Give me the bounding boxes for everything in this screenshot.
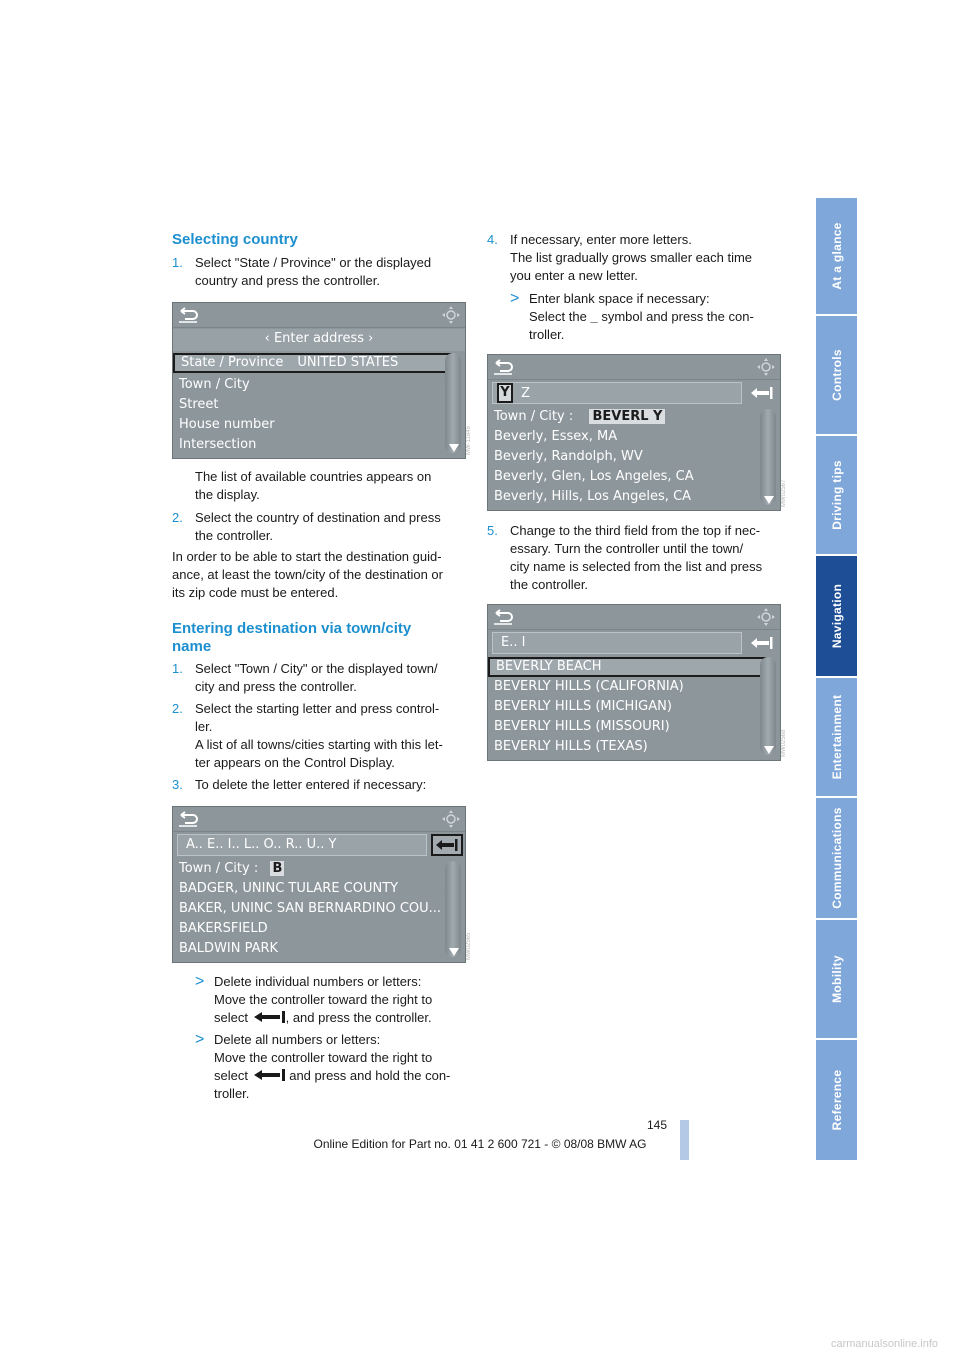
- scroll-down-icon: [764, 746, 774, 754]
- blank-space-symbol: _: [590, 309, 598, 324]
- scrollbar[interactable]: [445, 353, 461, 453]
- delete-arrow-icon: [436, 839, 458, 851]
- step-4: 4. If necessary, enter more letters. The list gradually grows smaller each time you enter a new letter.: [487, 232, 753, 283]
- scrollbar[interactable]: [760, 657, 776, 755]
- list-item-state-province[interactable]: State / Province UNITED STATES: [173, 353, 453, 373]
- list-item[interactable]: Beverly, Hills, Los Angeles, CA: [494, 489, 692, 504]
- delete-arrow-icon: [252, 1011, 286, 1023]
- tab-communications[interactable]: Communications: [816, 798, 857, 918]
- screen-town-city-beverl: [487, 354, 781, 511]
- bullet-blank-space: > Enter blank space if necessary: Select the _ symbol and press the con- troller.: [510, 290, 754, 342]
- list-item[interactable]: BEVERLY HILLS (MISSOURI): [494, 719, 670, 734]
- list-item[interactable]: Beverly, Essex, MA: [494, 429, 618, 444]
- scroll-down-icon: [449, 444, 459, 452]
- letter-selection-field[interactable]: Y Z: [492, 382, 742, 404]
- back-arrow-icon: [177, 306, 199, 324]
- page-number: 145: [647, 1118, 668, 1132]
- delete-button[interactable]: [746, 632, 778, 654]
- entered-text: BEVERL Y: [589, 409, 665, 424]
- delete-button[interactable]: [746, 382, 778, 404]
- bullet-delete-individual: > Delete individual numbers or letters: Move the controller toward the right to select , and press the controller.: [195, 973, 433, 1025]
- tab-reference[interactable]: Reference: [816, 1040, 857, 1160]
- tab-controls[interactable]: Controls: [816, 316, 857, 434]
- list-item-town-city[interactable]: Town / City: [179, 377, 250, 392]
- step-town-2: 2. Select the starting letter and press control- ler. A list of all towns/cities starting with this let- ter appears on the Control Display.: [172, 701, 443, 770]
- controller-direction-icon: [441, 305, 461, 325]
- list-item[interactable]: BEVERLY HILLS (CALIFORNIA): [494, 679, 684, 694]
- list-item[interactable]: BAKER, UNINC SAN BERNARDINO COU...: [179, 901, 442, 916]
- delete-arrow-icon: [751, 387, 773, 399]
- step-5: 5. Change to the third field from the top if nec- essary. Turn the controller until the town/ city name is selected from the list and press the controller.: [487, 523, 763, 592]
- screen-beverly-list: [487, 604, 781, 761]
- watermark: carmanualsonline.info: [830, 1338, 938, 1350]
- list-item[interactable]: BAKERSFIELD: [179, 921, 268, 936]
- list-item-street[interactable]: Street: [179, 397, 219, 412]
- step-1: 1. Select "State / Province" or the displayed country and press the controller.: [172, 255, 432, 288]
- delete-button[interactable]: [431, 834, 463, 856]
- back-arrow-icon: [177, 810, 199, 828]
- step-1-result: The list of available countries appears on the display.: [195, 469, 432, 502]
- step-town-3: 3. To delete the letter entered if necessary:: [172, 777, 427, 792]
- list-item[interactable]: BADGER, UNINC TULARE COUNTY: [179, 881, 399, 896]
- list-item[interactable]: Beverly, Glen, Los Angeles, CA: [494, 469, 694, 484]
- section-heading-selecting-country: Selecting country: [172, 231, 298, 248]
- tab-driving-tips[interactable]: Driving tips: [816, 436, 857, 554]
- town-city-entry[interactable]: Town / City : B: [179, 861, 283, 876]
- bullet-delete-all: > Delete all numbers or letters: Move the controller toward the right to select and press and hold the con- troller.: [195, 1031, 451, 1101]
- tab-entertainment[interactable]: Entertainment: [816, 678, 857, 796]
- town-city-entry[interactable]: Town / City : BEVERL Y: [488, 407, 665, 427]
- scroll-down-icon: [764, 496, 774, 504]
- intro-paragraph: In order to be able to start the destination guid- ance, at least the town/city of the destination or its zip code must be entered.: [172, 549, 443, 600]
- controller-direction-icon: [756, 607, 776, 627]
- scrollbar[interactable]: [760, 409, 776, 505]
- list-item[interactable]: BEVERLY HILLS (TEXAS): [494, 739, 648, 754]
- selected-letter[interactable]: Y: [497, 383, 513, 403]
- list-item-house-number[interactable]: House number: [179, 417, 275, 432]
- tab-navigation[interactable]: Navigation: [816, 556, 857, 676]
- step-number: 1.: [172, 255, 183, 270]
- list-item[interactable]: BALDWIN PARK: [179, 941, 279, 956]
- screen-enter-address: [172, 302, 466, 459]
- delete-arrow-icon: [252, 1069, 286, 1081]
- letter-selection-field[interactable]: E.. I: [492, 632, 742, 654]
- scrollbar[interactable]: [445, 861, 461, 957]
- controller-direction-icon: [756, 357, 776, 377]
- delete-arrow-icon: [751, 637, 773, 649]
- scroll-down-icon: [449, 948, 459, 956]
- footer-edition: Online Edition for Part no. 01 41 2 600 721 - © 08/08 BMW AG: [313, 1137, 647, 1151]
- screen-town-city-b: [172, 806, 466, 963]
- list-item-selected[interactable]: BEVERLY BEACH: [488, 657, 768, 677]
- section-heading-town-city: Entering destination via town/city name: [172, 620, 412, 655]
- entered-letter: B: [272, 861, 283, 876]
- controller-direction-icon: [441, 809, 461, 829]
- step-2: 2. Select the country of destination and press the controller.: [172, 510, 441, 543]
- enter-address-header[interactable]: ‹ Enter address ›: [173, 329, 465, 351]
- step-town-1: 1. Select "Town / City" or the displayed town/ city and press the controller.: [172, 661, 438, 694]
- list-item-intersection[interactable]: Intersection: [179, 437, 257, 452]
- list-item[interactable]: Beverly, Randolph, WV: [494, 449, 643, 464]
- back-arrow-icon: [492, 608, 514, 626]
- tab-mobility[interactable]: Mobility: [816, 920, 857, 1038]
- tab-at-a-glance[interactable]: At a glance: [816, 198, 857, 314]
- back-arrow-icon: [492, 358, 514, 376]
- letter-selection-field[interactable]: A.. E.. I.. L.. O.. R.. U.. Y: [177, 834, 427, 856]
- list-item[interactable]: BEVERLY HILLS (MICHIGAN): [494, 699, 672, 714]
